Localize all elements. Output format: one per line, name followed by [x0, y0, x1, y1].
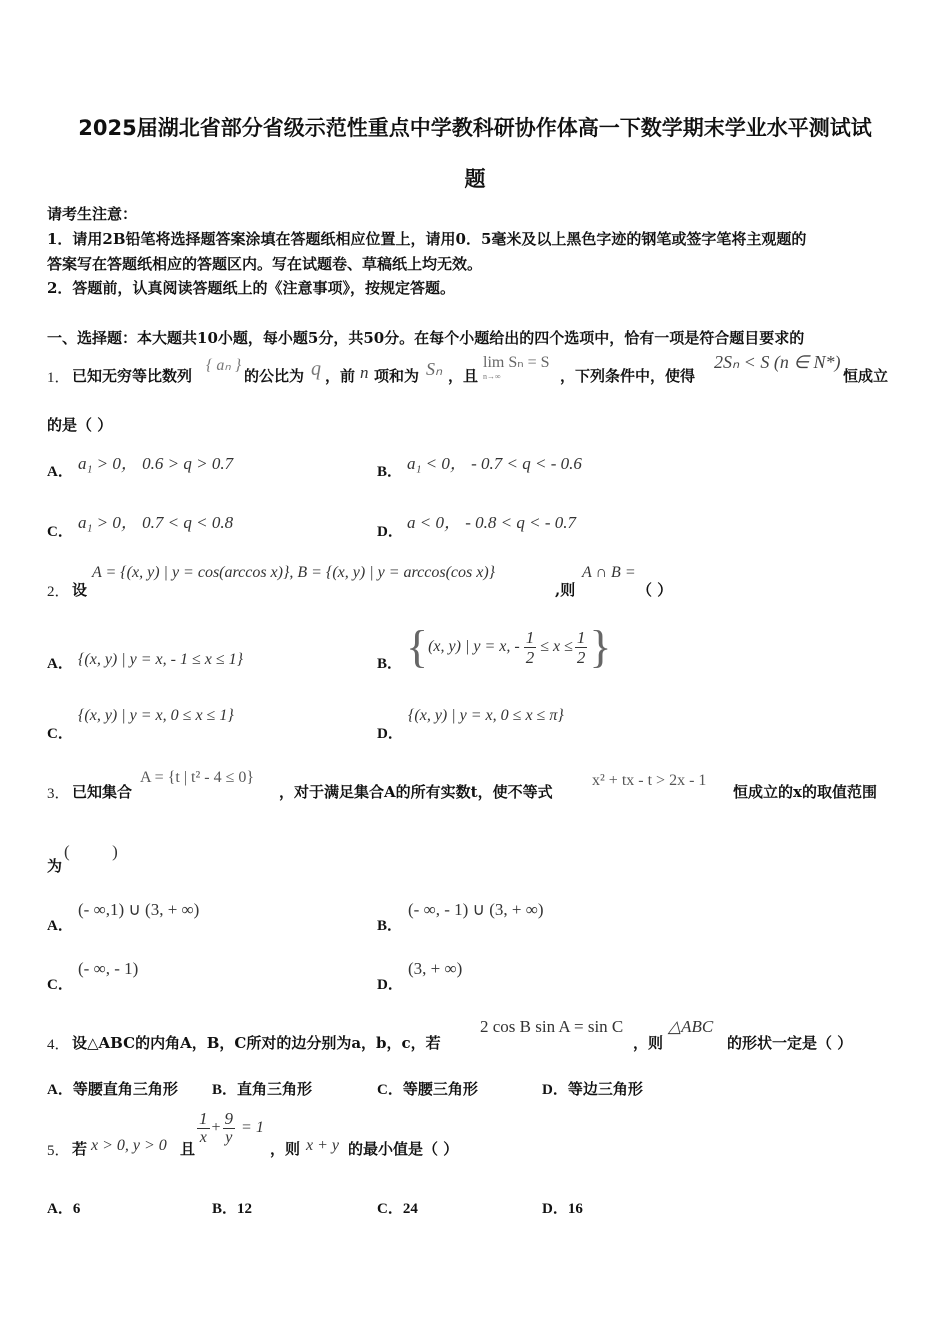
q1-option-a-label[interactable]: A．: [47, 464, 73, 480]
q5-option-c-label: C．: [377, 1201, 403, 1217]
q4-option-d-text: 等边三角形: [567, 1080, 643, 1098]
q3-option-b-label[interactable]: B．: [377, 918, 403, 934]
q1-text-2: 的公比为: [244, 367, 305, 385]
q2-option-c[interactable]: {(x, y) | y = x, 0 ≤ x ≤ 1}: [78, 707, 234, 724]
q5-option-d-text: 16: [567, 1201, 583, 1217]
q2-option-a[interactable]: {(x, y) | y = x, - 1 ≤ x ≤ 1}: [78, 651, 244, 668]
q5-frac1-den: x: [199, 1129, 207, 1146]
notice-item1-b: 答案写在答题纸相应的答题区内。写在试题卷、草稿纸上均无效。: [47, 255, 483, 273]
q4-math-equation: 2 cos B sin A = sin C: [480, 1017, 624, 1036]
brace-right: }: [589, 621, 612, 672]
q2-math-sets: A = {(x, y) | y = cos(arccos x)}, B = {(x, y) | y = arccos(cos x)}: [92, 564, 496, 581]
q5-frac1-num: 1: [199, 1109, 208, 1128]
q5-text-3: ，则: [270, 1140, 301, 1158]
q4-math-triangle: △ABC: [668, 1017, 714, 1036]
q1-math-limit: lim Sₙ = S: [483, 354, 550, 371]
q4-text-1: 设△ABC的内角A，B，C所对的边分别为a，b，c，若: [72, 1034, 441, 1052]
q3-option-b[interactable]: (- ∞, - 1) ∪ (3, + ∞): [408, 900, 544, 919]
q4-option-c-label: C．: [377, 1082, 403, 1098]
q2-text-2: ,则: [555, 581, 576, 599]
q5-frac2-den: y: [225, 1129, 233, 1146]
q2-option-b-mid: ≤ x ≤: [540, 638, 573, 655]
q3-text-cont: 为: [47, 857, 63, 875]
q5-option-a-label: A．: [47, 1201, 73, 1217]
q5-option-a-text: 6: [72, 1201, 81, 1217]
q3-answer-paren: ( ): [64, 842, 118, 861]
q3-number: 3．: [47, 786, 70, 802]
q3-option-a-label[interactable]: A．: [47, 918, 73, 934]
q1-math-condition: 2Sₙ < S (n ∈ N*): [714, 352, 841, 372]
q3-option-d-label[interactable]: D．: [377, 977, 403, 993]
q5-math-eq-rhs: = 1: [241, 1119, 264, 1136]
q2-math-intersection: A ∩ B =: [582, 564, 636, 581]
q1-text-4: 项和为: [374, 367, 420, 385]
q3-option-c-label[interactable]: C．: [47, 977, 73, 993]
q1-option-d[interactable]: a < 0， - 0.8 < q < - 0.7: [407, 513, 576, 532]
q1-text-1: 已知无穷等比数列: [72, 367, 193, 385]
notice-item1-a: 1．请用2B铅笔将选择题答案涂填在答题纸相应位置上，请用0．5毫米及以上黑色字迹的钢笔或签字笔将主观题的: [47, 230, 807, 248]
q1-text-5: ，且: [448, 367, 479, 385]
doc-title-line2: 题: [464, 167, 486, 191]
q5-option-b[interactable]: [212, 1197, 252, 1218]
plus-sign: +: [211, 1119, 221, 1136]
q5-option-b-text: 12: [237, 1201, 253, 1217]
q3-math-ineq: x² + tx - t > 2x - 1: [592, 772, 707, 789]
q1-option-d-label[interactable]: D．: [377, 524, 403, 540]
q5-frac1: [197, 1110, 210, 1146]
section-heading: 一、选择题：本大题共10小题，每小题5分，共50分。在每个小题给出的四个选项中，恰有一项是符合题目要求的: [47, 329, 805, 347]
q3-text-1: 已知集合: [72, 783, 133, 801]
q3-text-3: 恒成立的x的取值范围: [733, 783, 877, 801]
q5-number: 5．: [47, 1143, 70, 1159]
q5-text-1: 若: [72, 1140, 88, 1158]
q4-option-b-text: 直角三角形: [237, 1080, 313, 1098]
q5-option-d[interactable]: [542, 1197, 583, 1218]
q1-text-7: 恒成立: [843, 367, 889, 385]
q2-option-b[interactable]: [406, 621, 612, 672]
q5-frac2-num: 9: [224, 1109, 234, 1128]
q5-option-c-text: 24: [402, 1201, 418, 1217]
q1-math-seq: { aₙ }: [206, 357, 242, 374]
q4-option-a-text: 等腰直角三角形: [72, 1080, 178, 1098]
q1-option-c-label[interactable]: C．: [47, 524, 73, 540]
q3-text-2: ，对于满足集合A的所有实数t，使不等式: [279, 783, 553, 801]
q1-math-limit-sub: n→∞: [483, 372, 501, 381]
q2-option-a-label[interactable]: A．: [47, 656, 73, 672]
doc-title-line1: 2025届湖北省部分省级示范性重点中学教科研协作体高一下数学期末学业水平测试试: [78, 116, 872, 140]
q5-math-condition: x > 0, y > 0: [91, 1137, 167, 1154]
q4-option-c[interactable]: [377, 1078, 478, 1099]
q3-option-d[interactable]: (3, + ∞): [408, 959, 463, 978]
q2-number: 2．: [47, 584, 70, 600]
q2-option-d-label[interactable]: D．: [377, 726, 403, 742]
q5-option-c[interactable]: [377, 1197, 418, 1218]
q1-math-q: q: [311, 358, 321, 380]
q3-option-c[interactable]: (- ∞, - 1): [78, 959, 139, 978]
q5-text-2: 且: [180, 1140, 196, 1158]
q2-option-c-label[interactable]: C．: [47, 726, 73, 742]
q2-text-1: 设: [72, 581, 88, 599]
q1-math-sn: Sₙ: [426, 359, 443, 379]
q4-option-d-label: D．: [542, 1082, 568, 1098]
q4-option-a-label: A．: [47, 1082, 73, 1098]
frac1-denominator: 2: [525, 647, 535, 667]
frac2-denominator: 2: [576, 647, 586, 667]
q1-text-3: ，前: [325, 367, 356, 385]
q4-option-b[interactable]: [212, 1078, 312, 1099]
notice-item2: 2．答题前，认真阅读答题纸上的《注意事项》，按规定答题。: [47, 279, 455, 297]
q5-option-d-label: D．: [542, 1201, 568, 1217]
brace-left: {: [406, 621, 429, 672]
q2-option-b-frac2: [575, 629, 588, 666]
q3-math-set: A = {t | t² - 4 ≤ 0}: [140, 769, 255, 786]
q2-option-d[interactable]: {(x, y) | y = x, 0 ≤ x ≤ π}: [408, 707, 564, 724]
q5-math-sum: x + y: [306, 1137, 339, 1154]
q4-option-c-text: 等腰三角形: [402, 1080, 478, 1098]
q2-option-b-pre: (x, y) | y = x, -: [428, 638, 520, 655]
frac2-numerator: 1: [576, 627, 586, 647]
q5-math-fraction-eq: [197, 1110, 264, 1146]
q4-option-a[interactable]: [47, 1078, 178, 1099]
q5-option-a[interactable]: [47, 1197, 80, 1218]
q4-option-d[interactable]: [542, 1078, 643, 1099]
q5-text-4: 的最小值是（ ）: [348, 1140, 459, 1158]
q4-text-2: ，则: [633, 1034, 664, 1052]
q1-math-n: n: [360, 363, 369, 382]
q1-option-a[interactable]: a₁ > 0， 0.6 > q > 0.7: [78, 454, 234, 473]
q1-number: 1．: [47, 370, 70, 386]
q1-option-b-label[interactable]: B．: [377, 464, 403, 480]
q1-option-b[interactable]: a₁ < 0， - 0.7 < q < - 0.6: [407, 454, 582, 473]
q3-option-a[interactable]: (- ∞,1) ∪ (3, + ∞): [78, 900, 200, 919]
q2-text-3: （ ）: [637, 581, 673, 599]
q1-option-c[interactable]: a₁ > 0， 0.7 < q < 0.8: [78, 513, 234, 532]
notice-heading: 请考生注意：: [47, 205, 138, 223]
q1-text-cont: 的是（ ）: [47, 416, 113, 434]
frac1-numerator: 1: [525, 627, 535, 647]
q5-frac2: [223, 1110, 236, 1146]
q5-option-b-label: B．: [212, 1201, 238, 1217]
q1-text-6: ，下列条件中，使得: [560, 367, 696, 385]
q4-text-3: 的形状一定是（ ）: [727, 1034, 853, 1052]
q2-option-b-label[interactable]: B．: [377, 656, 403, 672]
q4-number: 4．: [47, 1037, 70, 1053]
q2-option-b-frac1: [524, 629, 537, 666]
q4-option-b-label: B．: [212, 1082, 238, 1098]
